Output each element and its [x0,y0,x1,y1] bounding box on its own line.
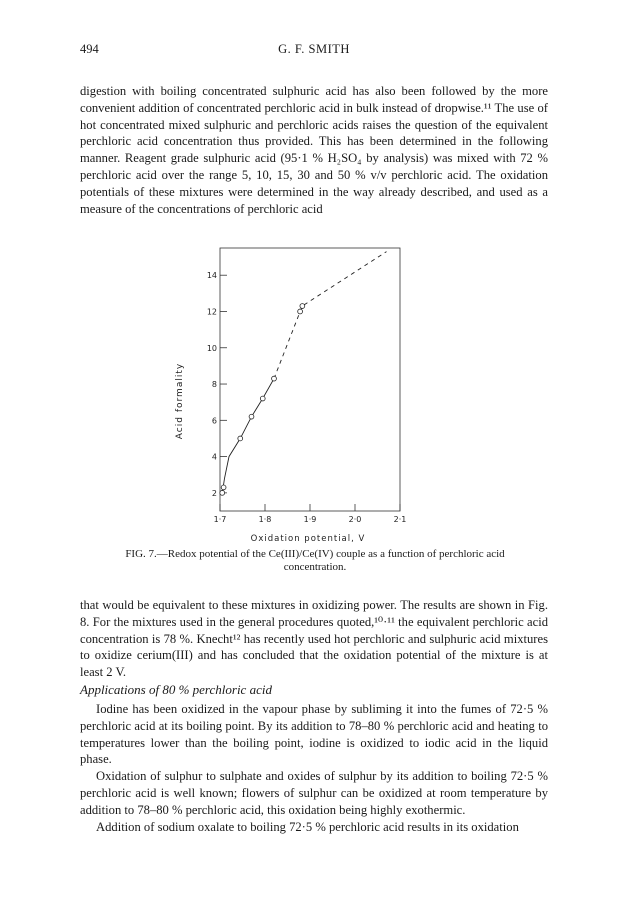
page-header [80,42,548,62]
data-point [260,396,265,401]
y-tick-label: 10 [206,343,217,353]
paragraph: Iodine has been oxidized in the vapour phase by subliming it into the fumes of 72·5 % perchloric acid at its boiling point. By its addition to 78–80 % perchloric acid and heating to temperatures lower than the boiling point, iodine is oxidized to iodic acid in the liquid phase. [80,702,548,767]
body-text-bottom [80,701,548,835]
data-point [300,304,305,309]
section-heading: Applications of 80 % perchloric acid [80,682,272,697]
running-head: G. F. SMITH [278,42,350,56]
page-number: 494 [80,42,99,56]
redox-chart [160,236,440,548]
data-point [272,376,277,381]
data-point [220,490,225,495]
data-point [298,309,303,314]
paragraph: that would be equivalent to these mixtures in oxidizing power. The results are shown in Fig. 8. For the mixtures used in the general procedures quoted,¹⁰·¹¹ the equivalent perchloric acid concentration is 78 %. Knecht¹² has recently used hot perchloric and sulphuric acid mixtures to oxidize cerium(III) and has concluded that the oxidation potential of the mixture is at least 2 V. [80,598,548,680]
solid-series-line [222,379,274,493]
figure-8 [160,236,440,553]
x-tick-label: 1·9 [303,515,317,524]
paragraph: Oxidation of sulphur to sulphate and oxides of sulphur by its addition to boiling 72·5 % perchloric acid is well known; flowers of sulphur can be oxidized at room temperature by addition to 78–80 % perchloric acid, this oxidation being highly exothermic. [80,769,548,817]
dashed-series-line [274,252,387,379]
x-tick-label: 1·7 [213,515,227,524]
x-tick-label: 1·8 [258,515,272,524]
y-tick-label: 8 [211,380,217,390]
y-tick-label: 4 [211,452,217,462]
data-point [249,414,254,419]
body-text-top [80,83,548,217]
x-tick-label: 2·0 [348,515,362,524]
body-text-middle [80,597,548,681]
y-tick-label: 2 [211,488,217,498]
x-tick-label: 2·1 [393,515,407,524]
y-tick-label: 6 [211,416,217,426]
y-axis-label: Acid formality [175,362,185,440]
y-tick-label: 14 [206,271,217,281]
paragraph: Addition of sodium oxalate to boiling 72·5 % perchloric acid results in its oxidation [96,819,519,834]
data-point [238,436,243,441]
figure-caption: FIG. 7.—Redox potential of the Ce(III)/Ce(IV) couple as a function of perchloric acid concentration. [125,548,505,573]
paragraph: digestion with boiling concentrated sulphuric acid has also been followed by the more convenient addition of concentrated perchloric acid in bulk instead of dropwise.¹¹ The use of hot concentrated mixed sulphuric and perchloric acids raises the question of the equivalent perchloric acid concentration thus provided. This has been determined in the following manner. Reagent grade sulphuric acid (95·1 % H₂SO₄ by analysis) was mixed with 72 % perchloric acid over the range 5, 10, 15, 30 and 50 % v/v perchloric acid. The oxidation potentials of these mixtures were determined in the way already described, and used as a measure of the concentrations of perchloric acid [80,84,548,216]
plot-frame [220,248,400,511]
data-point [221,485,226,490]
y-tick-label: 12 [206,307,217,317]
x-axis-label: Oxidation potential, V [250,534,366,544]
